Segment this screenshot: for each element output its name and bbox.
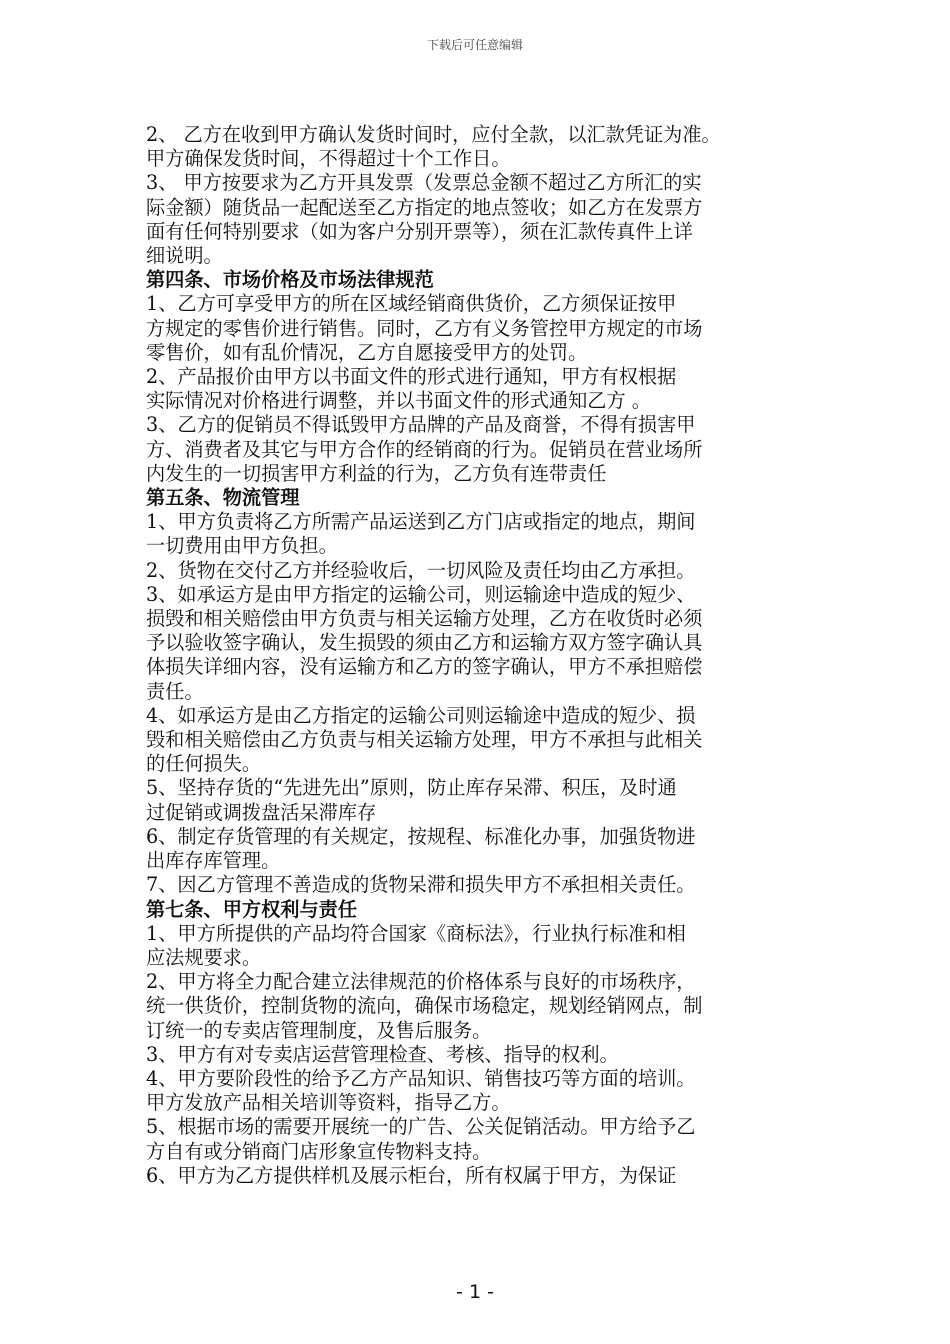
paragraph-line: 方、消费者及其它与甲方合作的经销商的行为。促销员在营业场所: [146, 437, 703, 461]
paragraph-line: 一切费用由甲方负担。: [146, 534, 338, 558]
paragraph-line: 5、根据市场的需要开展统一的广告、公关促销活动。甲方给予乙: [146, 1115, 696, 1139]
paragraph-line: 甲方确保发货时间，不得超过十个工作日。: [146, 147, 511, 171]
paragraph-line: 3、如承运方是由甲方指定的运输公司，则运输途中造成的短少、: [146, 582, 696, 606]
paragraph-line: 3、乙方的促销员不得诋毁甲方品牌的产品及商誉，不得有损害甲: [146, 413, 696, 437]
paragraph-line: 5、坚持存货的“先进先出”原则，防止库存呆滞、积压，及时通: [146, 776, 677, 800]
paragraph-line: 责任。: [146, 679, 204, 703]
paragraph-line: 予以验收签字确认，发生损毁的须由乙方和运输方双方签字确认具: [146, 631, 703, 655]
paragraph-line: 甲方发放产品相关培训等资料，指导乙方。: [146, 1091, 511, 1115]
paragraph-line: 3、甲方有对专卖店运营管理检查、考核、指导的权利。: [146, 1042, 619, 1066]
paragraph-line: 2、货物在交付乙方并经验收后，一切风险及责任均由乙方承担。: [146, 558, 696, 582]
section-heading: 第四条、市场价格及市场法律规范: [146, 268, 434, 292]
paragraph-line: 毁和相关赔偿由乙方负责与相关运输方处理，甲方不承担与此相关: [146, 728, 703, 752]
paragraph-line: 2、甲方将全力配合建立法律规范的价格体系与良好的市场秩序，: [146, 970, 696, 994]
paragraph-line: 2、 乙方在收到甲方确认发货时间时，应付全款，以汇款凭证为准。: [146, 123, 721, 146]
paragraph-line: 内发生的一切损害甲方利益的行为，乙方负有连带责任: [146, 461, 607, 485]
paragraph-line: 7、因乙方管理不善造成的货物呆滞和损失甲方不承担相关责任。: [146, 873, 696, 897]
paragraph-line: 1、甲方负责将乙方所需产品运送到乙方门店或指定的地点，期间: [146, 510, 696, 534]
paragraph-line: 际金额）随货品一起配送至乙方指定的地点签收；如乙方在发票方: [146, 195, 703, 219]
paragraph-line: 的任何损失。: [146, 752, 262, 776]
paragraph-line: 6、甲方为乙方提供样机及展示柜台，所有权属于甲方，为保证: [146, 1163, 677, 1187]
paragraph-line: 6、制定存货管理的有关规定，按规程、标准化办事，加强货物进: [146, 824, 696, 848]
paragraph-line: 体损失详细内容，没有运输方和乙方的签字确认，甲方不承担赔偿: [146, 655, 703, 679]
document-body: [146, 123, 814, 1188]
paragraph-line: 应法规要求。: [146, 945, 262, 969]
paragraph-line: 方规定的零售价进行销售。同时，乙方有义务管控甲方规定的市场: [146, 316, 703, 340]
paragraph-line: 零售价，如有乱价情况，乙方自愿接受甲方的处罚。: [146, 340, 588, 364]
paragraph-line: 订统一的专卖店管理制度，及售后服务。: [146, 1018, 492, 1042]
paragraph-line: 方自有或分销商门店形象宣传物料支持。: [146, 1139, 492, 1163]
paragraph-line: 1、甲方所提供的产品均符合国家《商标法》，行业执行标准和相: [146, 921, 686, 945]
page-number: - 1 -: [456, 1281, 494, 1303]
page-header: 下载后可任意编辑: [426, 38, 523, 52]
paragraph-line: 2、产品报价由甲方以书面文件的形式进行通知，甲方有权根据: [146, 365, 677, 389]
paragraph-line: 统一供货价，控制货物的流向，确保市场稳定，规划经销网点，制: [146, 994, 703, 1018]
paragraph-line: 1、乙方可享受甲方的所在区域经销商供货价，乙方须保证按甲: [146, 292, 677, 316]
section-heading: 第七条、甲方权利与责任: [146, 897, 358, 921]
paragraph-line: 细说明。: [146, 244, 223, 268]
paragraph-line: 4、甲方要阶段性的给予乙方产品知识、销售技巧等方面的培训。: [146, 1066, 696, 1090]
paragraph-line: 损毁和相关赔偿由甲方负责与相关运输方处理，乙方在收货时必须: [146, 607, 703, 631]
paragraph-line: 实际情况对价格进行调整，并以书面文件的形式通知乙方 。: [146, 389, 651, 413]
paragraph-line: 4、如承运方是由乙方指定的运输公司则运输途中造成的短少、损: [146, 703, 696, 727]
paragraph-line: 面有任何特别要求（如为客户分别开票等），须在汇款传真件上详: [146, 219, 693, 243]
paragraph-line: 过促销或调拨盘活呆滞库存: [146, 800, 377, 824]
paragraph-line: 出库存库管理。: [146, 849, 281, 873]
section-heading: 第五条、物流管理: [146, 486, 300, 510]
paragraph-line: 3、 甲方按要求为乙方开具发票（发票总金额不超过乙方所汇的实: [146, 171, 702, 195]
